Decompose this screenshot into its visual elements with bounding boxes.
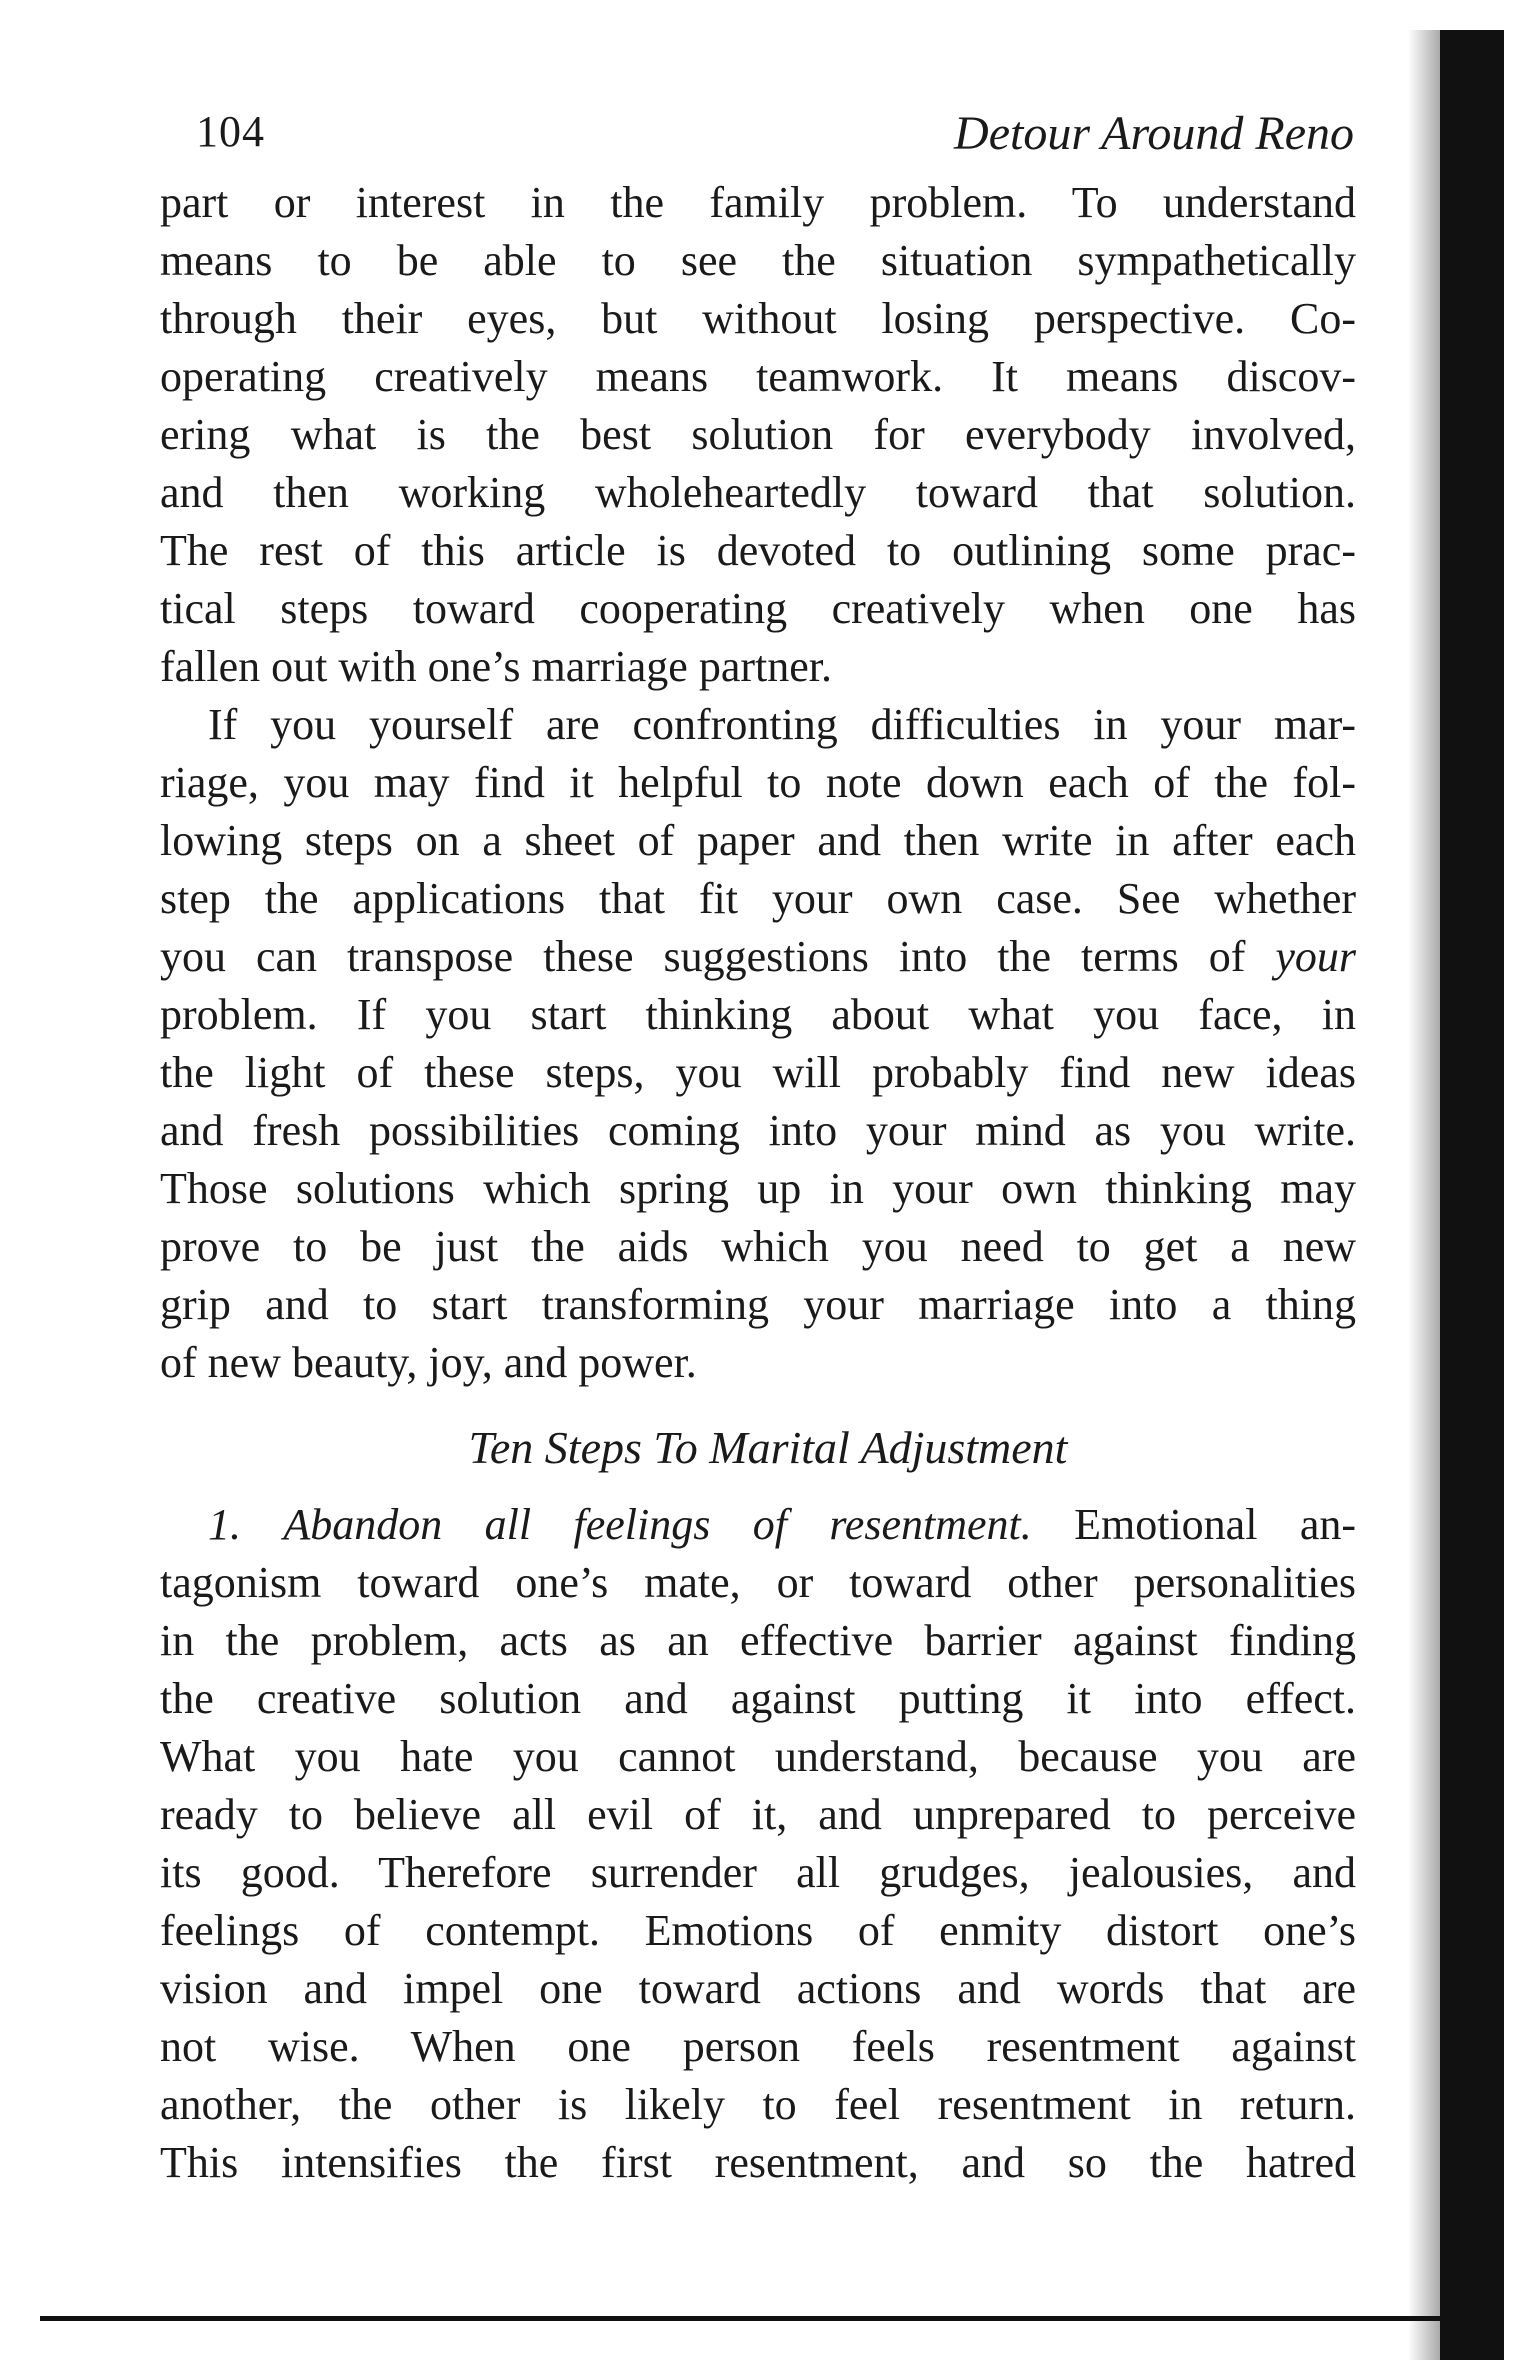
bottom-rule	[40, 2316, 1440, 2321]
text-line: ering what is the best solution for everybody involved,	[160, 410, 1356, 459]
text-line: grip and to start transforming your marriage into a thing	[160, 1280, 1356, 1329]
body-text	[160, 174, 1356, 2192]
text-line: in the problem, acts as an effective barrier against finding	[160, 1616, 1356, 1665]
text-line: means to be able to see the situation sympathetically	[160, 236, 1356, 285]
text-line: and then working wholeheartedly toward that solution.	[160, 468, 1356, 517]
text-line: What you hate you cannot understand, because you are	[160, 1732, 1356, 1781]
text-line: part or interest in the family problem. To understand	[160, 178, 1356, 227]
page-number: 104	[196, 107, 265, 156]
text-line: and fresh possibilities coming into your mind as you write.	[160, 1106, 1356, 1155]
text-line: tagonism toward one’s mate, or toward other personalities	[160, 1558, 1356, 1607]
step-title: Abandon all feelings of resentment.	[283, 1500, 1032, 1549]
section-heading: Ten Steps To Marital Adjustment	[468, 1422, 1068, 1473]
text-line: operating creatively means teamwork. It means discov-	[160, 352, 1356, 401]
text-line: fallen out with one’s marriage partner.	[160, 642, 832, 691]
text-line: not wise. When one person feels resentment against	[160, 2022, 1356, 2071]
text-line: riage, you may find it helpful to note down each of the fol-	[160, 758, 1356, 807]
text-line: its good. Therefore surrender all grudges, jealousies, and	[160, 1848, 1356, 1897]
text-line: tical steps toward cooperating creatively when one has	[160, 584, 1356, 633]
text-line: If you yourself are confronting difficulties in your mar-	[208, 700, 1356, 749]
running-head: Detour Around Reno	[954, 107, 1354, 160]
text-line: lowing steps on a sheet of paper and then write in after each	[160, 816, 1356, 865]
text-line-part: you can transpose these suggestions into the terms of	[160, 932, 1276, 981]
scan-binding-edge	[1440, 30, 1504, 2360]
text-line	[160, 928, 1356, 986]
text-line: This intensifies the first resentment, and so the hatred	[160, 2138, 1356, 2187]
text-line: problem. If you start thinking about what you face, in	[160, 990, 1356, 1039]
text-line: feelings of contempt. Emotions of enmity distort one’s	[160, 1906, 1356, 1955]
step-1-paragraph	[160, 1496, 1356, 2192]
step-number: 1.	[208, 1500, 241, 1549]
text-line: ready to believe all evil of it, and unprepared to perceive	[160, 1790, 1356, 1839]
text-line: The rest of this article is devoted to outlining some prac-	[160, 526, 1356, 575]
text-line: step the applications that fit your own case. See whether	[160, 874, 1356, 923]
text-line-part: Emotional an-	[1031, 1500, 1356, 1549]
paragraph-2	[160, 696, 1356, 1392]
text-line: the creative solution and against putting it into effect.	[160, 1674, 1356, 1723]
text-line: vision and impel one toward actions and words that are	[160, 1964, 1356, 2013]
page-header	[196, 88, 1354, 158]
text-line	[160, 1496, 1356, 1554]
text-line: Those solutions which spring up in your own thinking may	[160, 1164, 1356, 1213]
text-line: another, the other is likely to feel resentment in return.	[160, 2080, 1356, 2129]
text-line: the light of these steps, you will probably find new ideas	[160, 1048, 1356, 1097]
text-line: through their eyes, but without losing perspective. Co-	[160, 294, 1356, 343]
paragraph-1	[160, 174, 1356, 696]
text-line: of new beauty, joy, and power.	[160, 1338, 697, 1387]
emphasis-word: your	[1275, 932, 1356, 981]
text-line: prove to be just the aids which you need to get a new	[160, 1222, 1356, 1271]
